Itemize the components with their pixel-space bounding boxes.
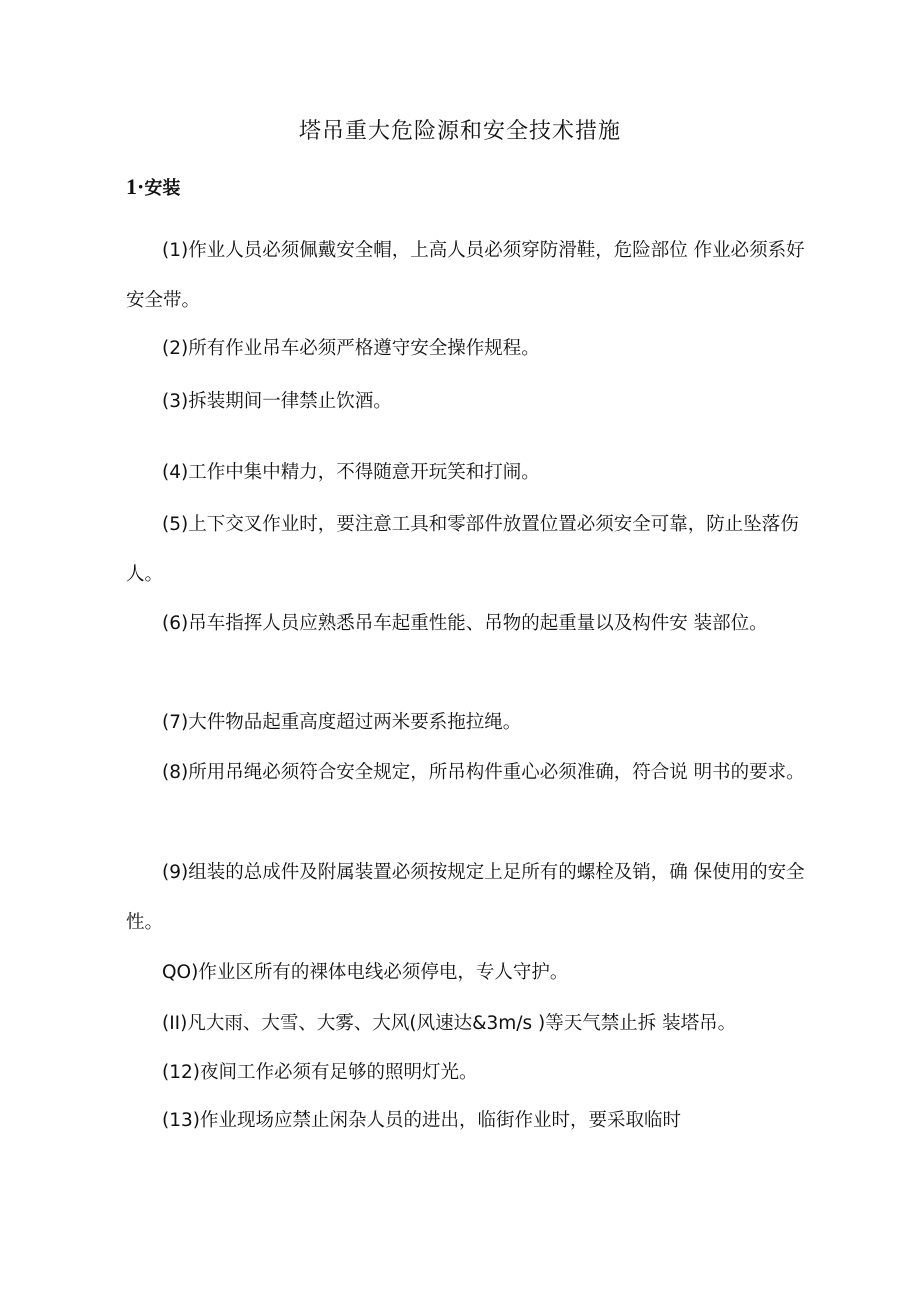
section-label: 安装	[144, 178, 181, 199]
paragraph-8: (8)所用吊绳必须符合安全规定，所吊构件重心必须准确，符合说 明书的要求。	[162, 762, 805, 783]
paragraph-9: (9)组装的总成件及附属装置必须按规定上足所有的螺栓及销，确 保使用的安全性。	[126, 862, 805, 933]
paragraph-13: (13)作业现场应禁止闲杂人员的进出，临街作业时，要采取临时	[162, 1110, 681, 1131]
paragraph-10: QO)作业区所有的裸体电线必须停电，专人守护。	[162, 962, 569, 983]
paragraph-2: (2)所有作业吊车必须严格遵守安全操作规程。	[162, 338, 540, 359]
paragraph-7: (7)大件物品起重高度超过两米要系拖拉绳。	[162, 712, 522, 733]
paragraph-12: (12)夜间工作必须有足够的照明灯光。	[162, 1062, 478, 1083]
section-heading	[126, 171, 180, 205]
paragraph-3: (3)拆装期间一律禁止饮酒。	[162, 391, 392, 412]
paragraph-11: (II)凡大雨、大雪、大雾、大风(风速达&3m/s )等天气禁止拆 装塔吊。	[162, 1013, 737, 1034]
paragraph-5: (5)上下交叉作业时，要注意工具和零部件放置位置必须安全可靠，防止坠落伤人。	[126, 514, 799, 585]
paragraph-1: (1)作业人员必须佩戴安全帽，上高人员必须穿防滑鞋，危险部位 作业必须系好安全带。	[126, 240, 805, 311]
page-title: 塔吊重大危险源和安全技术措施	[298, 119, 621, 144]
section-number: 1·	[126, 174, 145, 199]
paragraph-6: (6)吊车指挥人员应熟悉吊车起重性能、吊物的起重量以及构件安 装部位。	[162, 613, 768, 634]
paragraph-4: (4)工作中集中精力，不得随意开玩笑和打闹。	[162, 462, 540, 483]
